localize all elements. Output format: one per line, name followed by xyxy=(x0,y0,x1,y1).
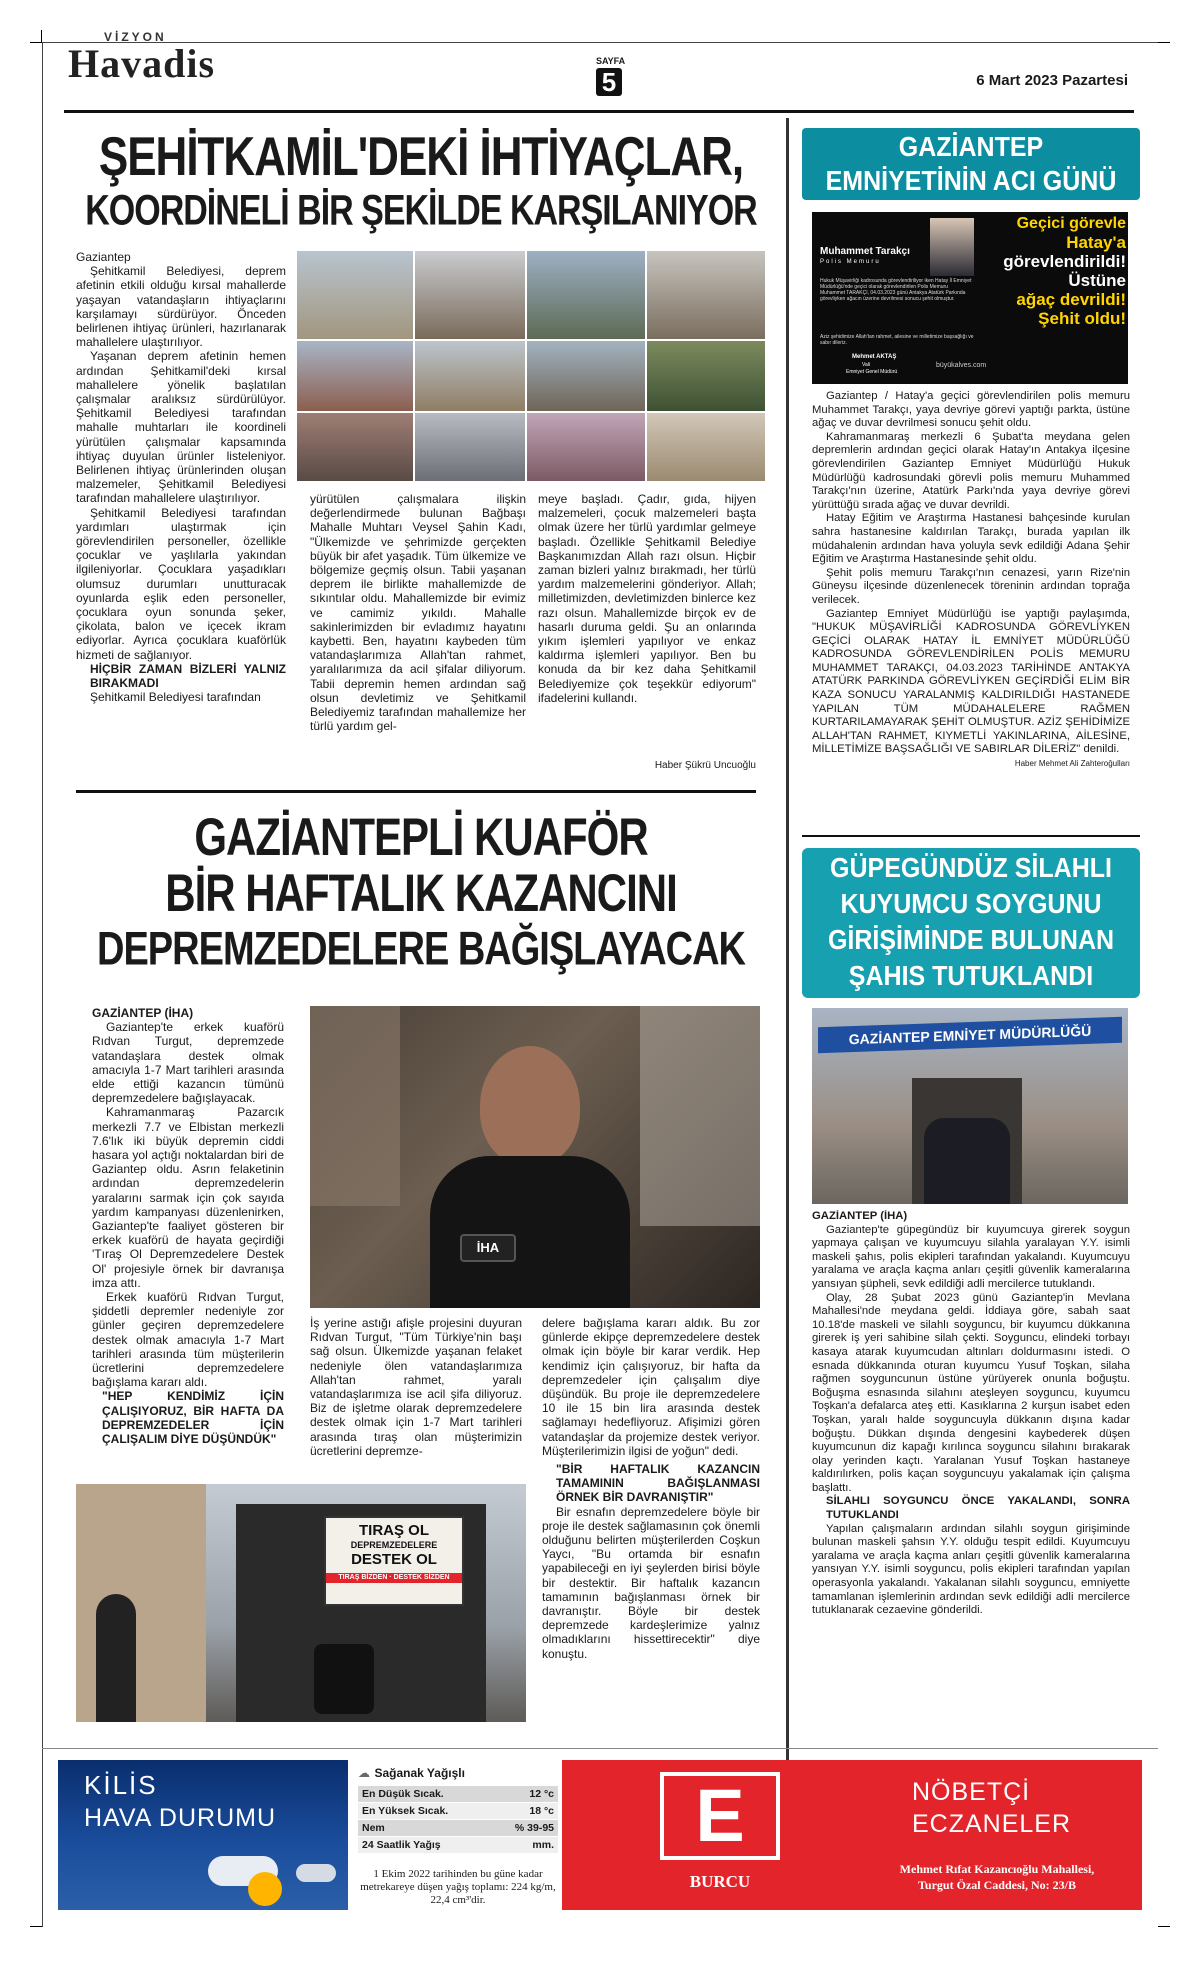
microphone: İHA xyxy=(460,1234,516,1262)
officer-role: Polis Memuru xyxy=(820,259,881,265)
weather-value: 12 °c xyxy=(491,1786,558,1803)
masthead-logo[interactable] xyxy=(68,30,258,102)
article2-subhead: "HEP KENDİMİZ İÇİN ÇALIŞIYORUZ, BİR HAFTA DA DEPREMZEDELER İÇİN ÇALIŞALIM DİYE DÜŞÜNDÜK" xyxy=(102,1389,284,1447)
article1-dateline: Gaziantep xyxy=(76,250,131,264)
image-caption-line: Üstüne xyxy=(1068,271,1126,290)
article1-credit: Haber Şükrü Uncuoğlu xyxy=(654,760,756,771)
article2-storefront-photo[interactable] xyxy=(76,1484,526,1722)
collage-photo xyxy=(646,340,766,412)
article2-col3 xyxy=(542,1316,760,1736)
article3-body xyxy=(812,390,1130,830)
window-area xyxy=(640,1006,760,1226)
masthead-rule xyxy=(64,110,1134,113)
shop-sign xyxy=(324,1516,464,1606)
crop-mark xyxy=(1158,1926,1170,1927)
collage-photo xyxy=(414,340,526,412)
article4-header xyxy=(802,848,1140,998)
article1-headline xyxy=(66,126,776,235)
article2-paragraph: Kahramanmaraş Pazarcık merkezli 7.7 ve Elbistan merkezli 7.6'lık iki büyük depremin ciddi hasara yol açtığı noktalardan biri de Gaziantep oldu. Asrın felaketinin ardından depremzedelerin yaralarını sarmak için çok sayıda yardım kampanyası düzenlenirken, Gaziantep'te faaliyet gösteren bir erkek kuaförü de hayata geçirdiği 'Tıraş Ol Depremzedelere Destek Ol' projesiyle örnek bir davranışa imza attı. xyxy=(92,1105,284,1290)
pharmacy-box xyxy=(562,1760,1142,1910)
collage-photo xyxy=(646,250,766,340)
pharmacy-title-line2: ECZANELER xyxy=(912,1810,1072,1838)
sun-icon xyxy=(248,1872,282,1906)
weather-label: En Yüksek Sıcak. xyxy=(358,1803,491,1820)
image-signer-org: Emniyet Genel Müdürü xyxy=(846,369,898,375)
pharmacy-logo-letter: E xyxy=(695,1774,745,1857)
crop-mark xyxy=(30,1926,42,1927)
forecast-label: Sağanak Yağışlı xyxy=(374,1766,465,1780)
person-body xyxy=(430,1156,630,1308)
article3-paragraph: Gaziantep Emniyet Müdürlüğü ise yaptığı paylaşımda, "HUKUK MÜŞAVİRLİĞİ KADROSUNDA GÖREVLİYKEN GEÇİCİ OLARAK HATAY İL EMNİYET MÜDÜRLÜĞÜ KADROSUNDA GÖREVLENDİRİLEN POLİS MEMURU MUHAMMET TARAKÇI, 04.03.2023 TARİHİNDE ANTAKYA ATATÜRK PARKINDA GÖREVLİYKEN GEÇİRDİĞİ ELİM BİR KAZA SONUCU YARALANMIŞ KALDIRILDIĞI HASTANEDE YAPILAN TÜM MÜDAHALELERE RAĞMEN KURTARILAMAYARAK ŞEHİT OLMUŞTUR. AZİZ ŞEHİDİMİZE ALLAH'TAN RAHMET, KIYMETLİ YAKINLARINA, AİLESİNE, MİLLETİMİZE BAŞSAĞLIĞI VE SABIRLAR DİLERİZ" denildi. xyxy=(812,607,1130,756)
collage-photo xyxy=(296,250,414,340)
collage-photo xyxy=(646,412,766,482)
article2-paragraph: Erkek kuaförü Rıdvan Turgut, şiddetli depremler nedeniyle zor günler geçiren depremzedelere destek olmak amacıyla 1-7 Mart tarihleri arasında tüm müşterilerin ücretlerini depremzedelere bağışlama kararı aldı. xyxy=(92,1290,284,1390)
issue-date: 6 Mart 2023 Pazartesi xyxy=(976,72,1128,89)
mirror-area xyxy=(310,1006,400,1206)
image-caption-line: Hatay'a xyxy=(1066,233,1126,252)
pharmacy-address-line1: Mehmet Rıfat Kazancıoğlu Mahallesi, xyxy=(899,1862,1095,1876)
article3-header xyxy=(802,128,1140,200)
article4-paragraph: Gaziantep'te güpegündüz bir kuyumcuya girerek soygun yapmaya çalışan ve kuyumcuyu silahla yaralayan Y.Y. isimli maskeli şahıs, polis ekipleri tarafından yakalandı. Kuyumcuyu yaralama ve araçla kaçma anları çeşitli güvenlik kameralarına yansıyan şüpheli, sevk edildiği adli mercilerce tutuklandı. xyxy=(812,1223,1130,1290)
collage-photo xyxy=(526,250,646,340)
collage-photo xyxy=(526,340,646,412)
page-label: SAYFA xyxy=(596,56,626,66)
police-officers xyxy=(924,1118,1010,1204)
article1-paragraph: meye başladı. Çadır, gıda, hijyen malzemeleri, çocuk malzemeleri başta olmak üzere her türlü yardımlar gelmeye başladı. Özellikle Şehitkamil Belediye Başkanımızdan Allah razı olsun. Hiçbir zaman bizleri yalnız bırakmadı, her türlü yardım malzemelerini gönderiyor. Allah; milletimizden, devletimizden binlerce kez razı olsun. Mahallemizde birçok ev de hasarlı duruma geldi. Şu an onlarında yıkım işlemleri yapılıyor ve enkaz kaldırma işlemleri yapılıyor. Ben bu konuda da bir kez daha Şehitkamil Belediyemize çok teşekkür ediyorum" ifadelerini kullandı. xyxy=(538,492,756,705)
article2-col2 xyxy=(310,1316,522,1466)
article1-paragraph: Şehitkamil Belediyesi, deprem afetinin etkili olduğu kırsal mahallerde yaşayan vatandaşların ihtiyaçlarını karşılamayı sürdürüyor. Önceden belirlenen ihtiyaç ürünleri, hazırlanarak mahallelere ulaştırılıyor. xyxy=(76,264,286,350)
article1-photo-collage[interactable] xyxy=(296,250,766,482)
rain-cloud-icon xyxy=(296,1864,336,1882)
person-head xyxy=(480,1046,580,1166)
collage-photo xyxy=(414,412,526,482)
weather-value: % 39-95 xyxy=(491,1820,558,1837)
barber-chair xyxy=(314,1644,374,1714)
article4-head-line2: KUYUMCU SOYGUNU xyxy=(840,888,1102,920)
footer-divider xyxy=(42,1748,1158,1749)
article4-subhead: SİLAHLI SOYGUNCU ÖNCE YAKALANDI, SONRA TUTUKLANDI xyxy=(826,1495,1130,1522)
weather-label: Nem xyxy=(358,1820,491,1837)
officer-name: Muhammet Tarakçı xyxy=(820,246,910,257)
article1-paragraph: Yaşanan deprem afetinin hemen ardından Şehitkamil'deki kırsal mahallelere yönelik başlatılan çalışmalar aralıksız sürdürülüyor. Şehitkamil Belediyesi tarafından mahalle muhtarları ile koordineli yürütülen çalışmalar kapsamında ihtiyaç duyulan ürünler listeleniyor. Belirlenen ihtiyaç ürünlerinden oluşan malzemeler, Şehitkamil Belediyesi tarafından mahallelere ulaştırılıyor. xyxy=(76,349,286,506)
image-note: Hukuk Müşavirliği kadrosunda görevlendiriliyor iken Hatay İl Emniyet Müdürlüğü'nde geçici olarak görevlendirilen Polis Memuru Muhammet TARAKÇI, 04.03.2023 günü Antakya Atatürk Parkında görevliyken ağacın üzerine devrilmesi sonucu şehit olmuştur. xyxy=(820,278,972,302)
rain-icon: ☁ xyxy=(358,1766,370,1780)
article4-paragraph: Yapılan çalışmaların ardından silahlı soygun girişiminde bulunan maskeli şahsın Y.Y. olduğu tespit edildi. Kuyumcuyu yaralama ve araçla kaçma anları çeşitli güvenlik kameralarına yansıyan Y.Y. isimli soyguncu, polis ekipleri tarafından yapılan operasyonla yakalandı. Yakalanan silahlı soyguncu, emniyette tamamlanan işlemlerinin ardından sevk edildiği adli mercilerce tutuklanarak cezaevine gönderildi. xyxy=(812,1522,1130,1617)
article3-credit: Haber Mehmet Ali Zahteroğulları xyxy=(1014,759,1130,769)
forecast-row xyxy=(358,1764,558,1782)
weather-row xyxy=(358,1786,558,1803)
article3-paragraph: Şehit polis memuru Tarakçı'nın cenazesi, yarın Rize'nin Güneysu ilçesinde düzenlenecek töreninin ardından toprağa verilecek. xyxy=(812,566,1130,606)
right-column-divider xyxy=(802,835,1140,837)
pharmacy-address-line2: Turgut Özal Caddesi, No: 23/B xyxy=(918,1878,1076,1892)
weather-city: KİLİS xyxy=(84,1770,158,1800)
weather-box xyxy=(58,1760,558,1910)
article4-body xyxy=(812,1210,1130,1730)
article4-head-line1: GÜPEGÜNDÜZ SİLAHLI xyxy=(830,852,1112,884)
article2-col1 xyxy=(92,1006,284,1476)
crop-mark xyxy=(1158,42,1170,43)
weather-table xyxy=(358,1786,558,1854)
image-note2: Aziz şehidimize Allah'tan rahmet, ailesine ve milletimize başsağlığı ve sabır dileriz. xyxy=(820,334,974,346)
weather-row xyxy=(358,1837,558,1854)
person-left xyxy=(96,1594,136,1722)
officer-photo xyxy=(930,218,974,276)
image-signer-role: Vali xyxy=(862,362,870,368)
sign-line1: TIRAŞ OL xyxy=(359,1522,429,1539)
image-headline xyxy=(980,214,1126,328)
article2-paragraph: delere bağışlama kararı aldık. Bu zor günlerde ekipçe depremzedelere destek olmak için böyle bir karar verdik. Hep kendimiz için çalışıyoruz, bir hafta da depremzedeler için çalışalım diye düşündük. Bu proje ile depremzedelere 10 ile 15 bin lira arasında destek sağlamayı hedefliyoruz. Afişimizi gören vatandaşlar da projemize destek veriyor. Müşterilerimizin ilgisi de yoğun" dedi. xyxy=(542,1316,760,1458)
article3-image[interactable] xyxy=(812,212,1128,384)
article1-title-line2: KOORDİNELİ BİR ŞEKİLDE KARŞILANIYOR xyxy=(85,186,757,235)
collage-photo xyxy=(296,340,414,412)
article4-photo[interactable] xyxy=(812,1008,1128,1204)
article1-col3 xyxy=(538,492,756,754)
article3-head-line2: EMNİYETİNİN ACI GÜNÜ xyxy=(825,165,1117,197)
article-divider xyxy=(76,790,756,793)
image-caption-line: görevlendirildi! xyxy=(1003,252,1126,271)
weather-label: 24 Saatlik Yağış xyxy=(358,1837,491,1854)
crop-mark xyxy=(30,42,42,43)
logo-small: VİZYON xyxy=(104,30,167,44)
sign-line2: DEPREMZEDELERE xyxy=(350,1540,438,1550)
image-signer: Mehmet AKTAŞ xyxy=(852,354,897,360)
page-number-box xyxy=(596,56,626,97)
collage-photo xyxy=(414,250,526,340)
pharmacy-title-line1: NÖBETÇİ xyxy=(912,1778,1031,1806)
article1-col2 xyxy=(310,492,526,772)
weather-title: HAVA DURUMU xyxy=(84,1804,277,1832)
logo-big: Havadis xyxy=(68,41,216,86)
article1-subhead: HİÇBİR ZAMAN BİZLERİ YALNIZ BIRAKMADI xyxy=(90,661,286,691)
rainfall-note: 1 Ekim 2022 tarihinden bu güne kadar metrekareye düşen yağış toplamı: 224 kg/m, 22,4 cm³'dir. xyxy=(360,1868,556,1906)
weather-value: mm. xyxy=(491,1837,558,1854)
article1-paragraph: Şehitkamil Belediyesi tarafından xyxy=(90,690,261,705)
column-separator xyxy=(786,118,789,1818)
article2-headline xyxy=(66,807,776,990)
building-sign: GAZİANTEP EMNİYET MÜDÜRLÜĞÜ xyxy=(818,1017,1122,1054)
article1-paragraph: yürütülen çalışmalara ilişkin değerlendirmede bulunan Bağbaşı Mahalle Muhtarı Veysel Şahin Kadı, "Ülkemizde ve şehrimizde gerçekten büyük bir afet yaşadık. Tüm ülkemize ve bölgemize geçmiş olsun. Tabii yaşanan deprem ile birlikte mahallemizde de sıkıntılar oldu. Mahallemizde bir evimiz ve camimiz yıkıldı. Mahalle sakinlerimizden bir evladımız hayatını kaybetti. Ben, hayatını kaybeden tüm vatandaşlarımıza Allah'tan rahmet, yaralılarımıza da acil şifalar diliyorum. Tabii depremin hemen ardından sağ olsun devletimiz ve Şehitkamil Belediyemiz tarafından mahallemize her türlü yardım gel- xyxy=(310,492,526,734)
left-rule xyxy=(42,42,43,1927)
article2-barber-photo[interactable] xyxy=(310,1006,760,1308)
article2-paragraph: Bir esnafın depremzedelere böyle bir proje ile destek sağlamasının çok önemli olduğunu belirten müşterilerden Coşkun Yaycı, "Bu ortamda bir esnafın yapabileceği en iyi şeylerden birisi böyle bir destektir. Bir haftalık kazancın tamamının bağışlanması örnek bir davranıştır. Böyle bir destek depremzede kardeşlerimize yalnız olmadıklarını hissettirecektir" diye konuştu. xyxy=(542,1504,760,1661)
weather-row xyxy=(358,1803,558,1820)
article2-dateline: GAZİANTEP (İHA) xyxy=(92,1006,194,1020)
article2-title-line2: BİR HAFTALIK KAZANCINI xyxy=(165,863,677,923)
pharmacy-logo xyxy=(660,1772,780,1860)
image-site: büyükalves.com xyxy=(936,362,987,369)
article1-title-line1: ŞEHİTKAMİL'DEKİ İHTİYAÇLAR, xyxy=(98,126,744,188)
sign-line4: TIRAŞ BİZDEN · DESTEK SİZDEN xyxy=(326,1573,462,1583)
weather-label: En Düşük Sıcak. xyxy=(358,1786,491,1803)
article2-paragraph: İş yerine astığı afişle projesini duyuran Rıdvan Turgut, "Tüm Türkiye'nin başı sağ olsun. Ülkemizde yaşanan felaket nedeniyle ölen vatandaşlarımıza Allah'tan rahmet, yaralı vatandaşlarımıza ise acil şifa diliyoruz. Biz de işletme olarak depremzedelere destek olmak için 1-7 Mart tarihleri arasında tıraş olan müşterimizin ücretlerini depremze- xyxy=(310,1316,522,1458)
pharmacy-name: BURCU xyxy=(689,1872,751,1891)
article1-col1 xyxy=(76,250,286,770)
image-caption-line: Geçici görevle xyxy=(1016,215,1126,232)
image-caption-line: Şehit oldu! xyxy=(1038,309,1126,328)
weather-value: 18 °c xyxy=(491,1803,558,1820)
article2-title-line3: DEPREMZEDELERE BAĞIŞLAYACAK xyxy=(97,923,745,976)
article2-title-line1: GAZİANTEPLİ KUAFÖR xyxy=(194,807,648,867)
article4-paragraph: Olay, 28 Şubat 2023 günü Gaziantep'in Mevlana Mahallesi'nde meydana geldi. İddiaya göre, sabah saat 10.18'de maskeli ve silahlı soyguncu, bir kuyumcu dükkanına girerek iş yeri sahibine silah çekti. Soyguncu, elindeki torbayı kasaya atarak kuyumcudan altınları doldurmasını istedi. O esnada dükkanında oturan kuyumcu Yusuf Toşkan, silaha rağmen soyguncunun üstüne yürüyerek onunla boğuştu. Boğuşma esnasında silahını ateşleyen soyguncu, kuyumcu Toşkan'a defalarca ateş etti. Kasıklarına 2 kurşun isabet eden Toşkan, yaralı halde soyguncuyla dükkanın dışına kadar boğuştu. Dükkan dışında dengesini kaybederek düşen kuyumcunun diz kapağı kırılınca soyguncu silahını bırakarak olay yerinden kaçtı. Yaralanan Yusuf Toşkan hastaneye kaldırılırken, polis kaçan soyguncuyu yakalamak için çalışma başlattı. xyxy=(812,1291,1130,1494)
article3-head-line1: GAZİANTEP xyxy=(898,131,1044,163)
article4-head-line3: GİRİŞİMİNDE BULUNAN xyxy=(827,924,1115,956)
article1-paragraph: Şehitkamil Belediyesi tarafından yardımları ulaştırmak için görevlendirilen personeller, özellikle çocuklar ve yaşlılarla yakından ilgileniyorlar. Çocuklara yaşadıkları olumsuz durumları unutturacak oyunlarda eşlik eden personeller, çocuklara oyun sonunda şeker, çikolata, balon ve içecek ikram ediyorlar. Ayrıca çocuklara kuaförlük hizmeti de sağlanıyor. xyxy=(76,505,286,662)
article3-paragraph: Kahramanmaraş merkezli 6 Şubat'ta meydana gelen depremlerin ardından geçici olarak Hatay'ın Antakya ilçesine görevlendirilen Gaziantep Emniyet Müdürlüğü Hukuk Müdürlüğü kadrosundaki görevli polis memuru Muhammed Tarakçı'nın üzerine, Atatürk Parkı'nda yaya devriye görevi yürüttüğü sırada ağaç ve duvar devrildi. xyxy=(812,430,1130,511)
article3-paragraph: Hatay Eğitim ve Araştırma Hastanesi bahçesinde kurulan sahra hastanesine kaldırılan Tarakçı, burada yapılan ilk müdahalenin ardından hava yoluyla sevk edildiği Adana Şehir Eğitim ve Araştırma Hastanesinde şehit oldu. xyxy=(812,512,1130,566)
article3-paragraph: Gaziantep / Hatay'a geçici görevlendirilen polis memuru Muhammet Tarakçı, yaya devriye görevi yaptığı parkta, üstüne ağaç ve duvar devrilmesi sonucu şehit oldu. xyxy=(812,390,1130,430)
weather-row xyxy=(358,1820,558,1837)
weather-panel xyxy=(58,1760,348,1910)
collage-photo xyxy=(526,412,646,482)
article2-subhead: "BİR HAFTALIK KAZANCIN TAMAMININ BAĞIŞLANMASI ÖRNEK BİR DAVRANIŞTIR" xyxy=(556,1462,760,1505)
sign-line3: DESTEK OL xyxy=(351,1551,437,1568)
article2-paragraph: Gaziantep'te erkek kuaförü Rıdvan Turgut, depremzede vatandaşlara destek olmak amacıyla 1-7 Mart tarihleri arasında elde ettiği kazancın tümünü depremzedelere bağışlayacak. xyxy=(92,1020,284,1106)
article4-head-line4: ŞAHIS TUTUKLANDI xyxy=(848,960,1094,992)
article4-dateline: GAZİANTEP (İHA) xyxy=(812,1210,908,1222)
page-number: 5 xyxy=(596,68,622,96)
image-caption-line: ağaç devrildi! xyxy=(1016,290,1126,309)
collage-photo xyxy=(296,412,414,482)
crop-mark xyxy=(41,30,42,42)
